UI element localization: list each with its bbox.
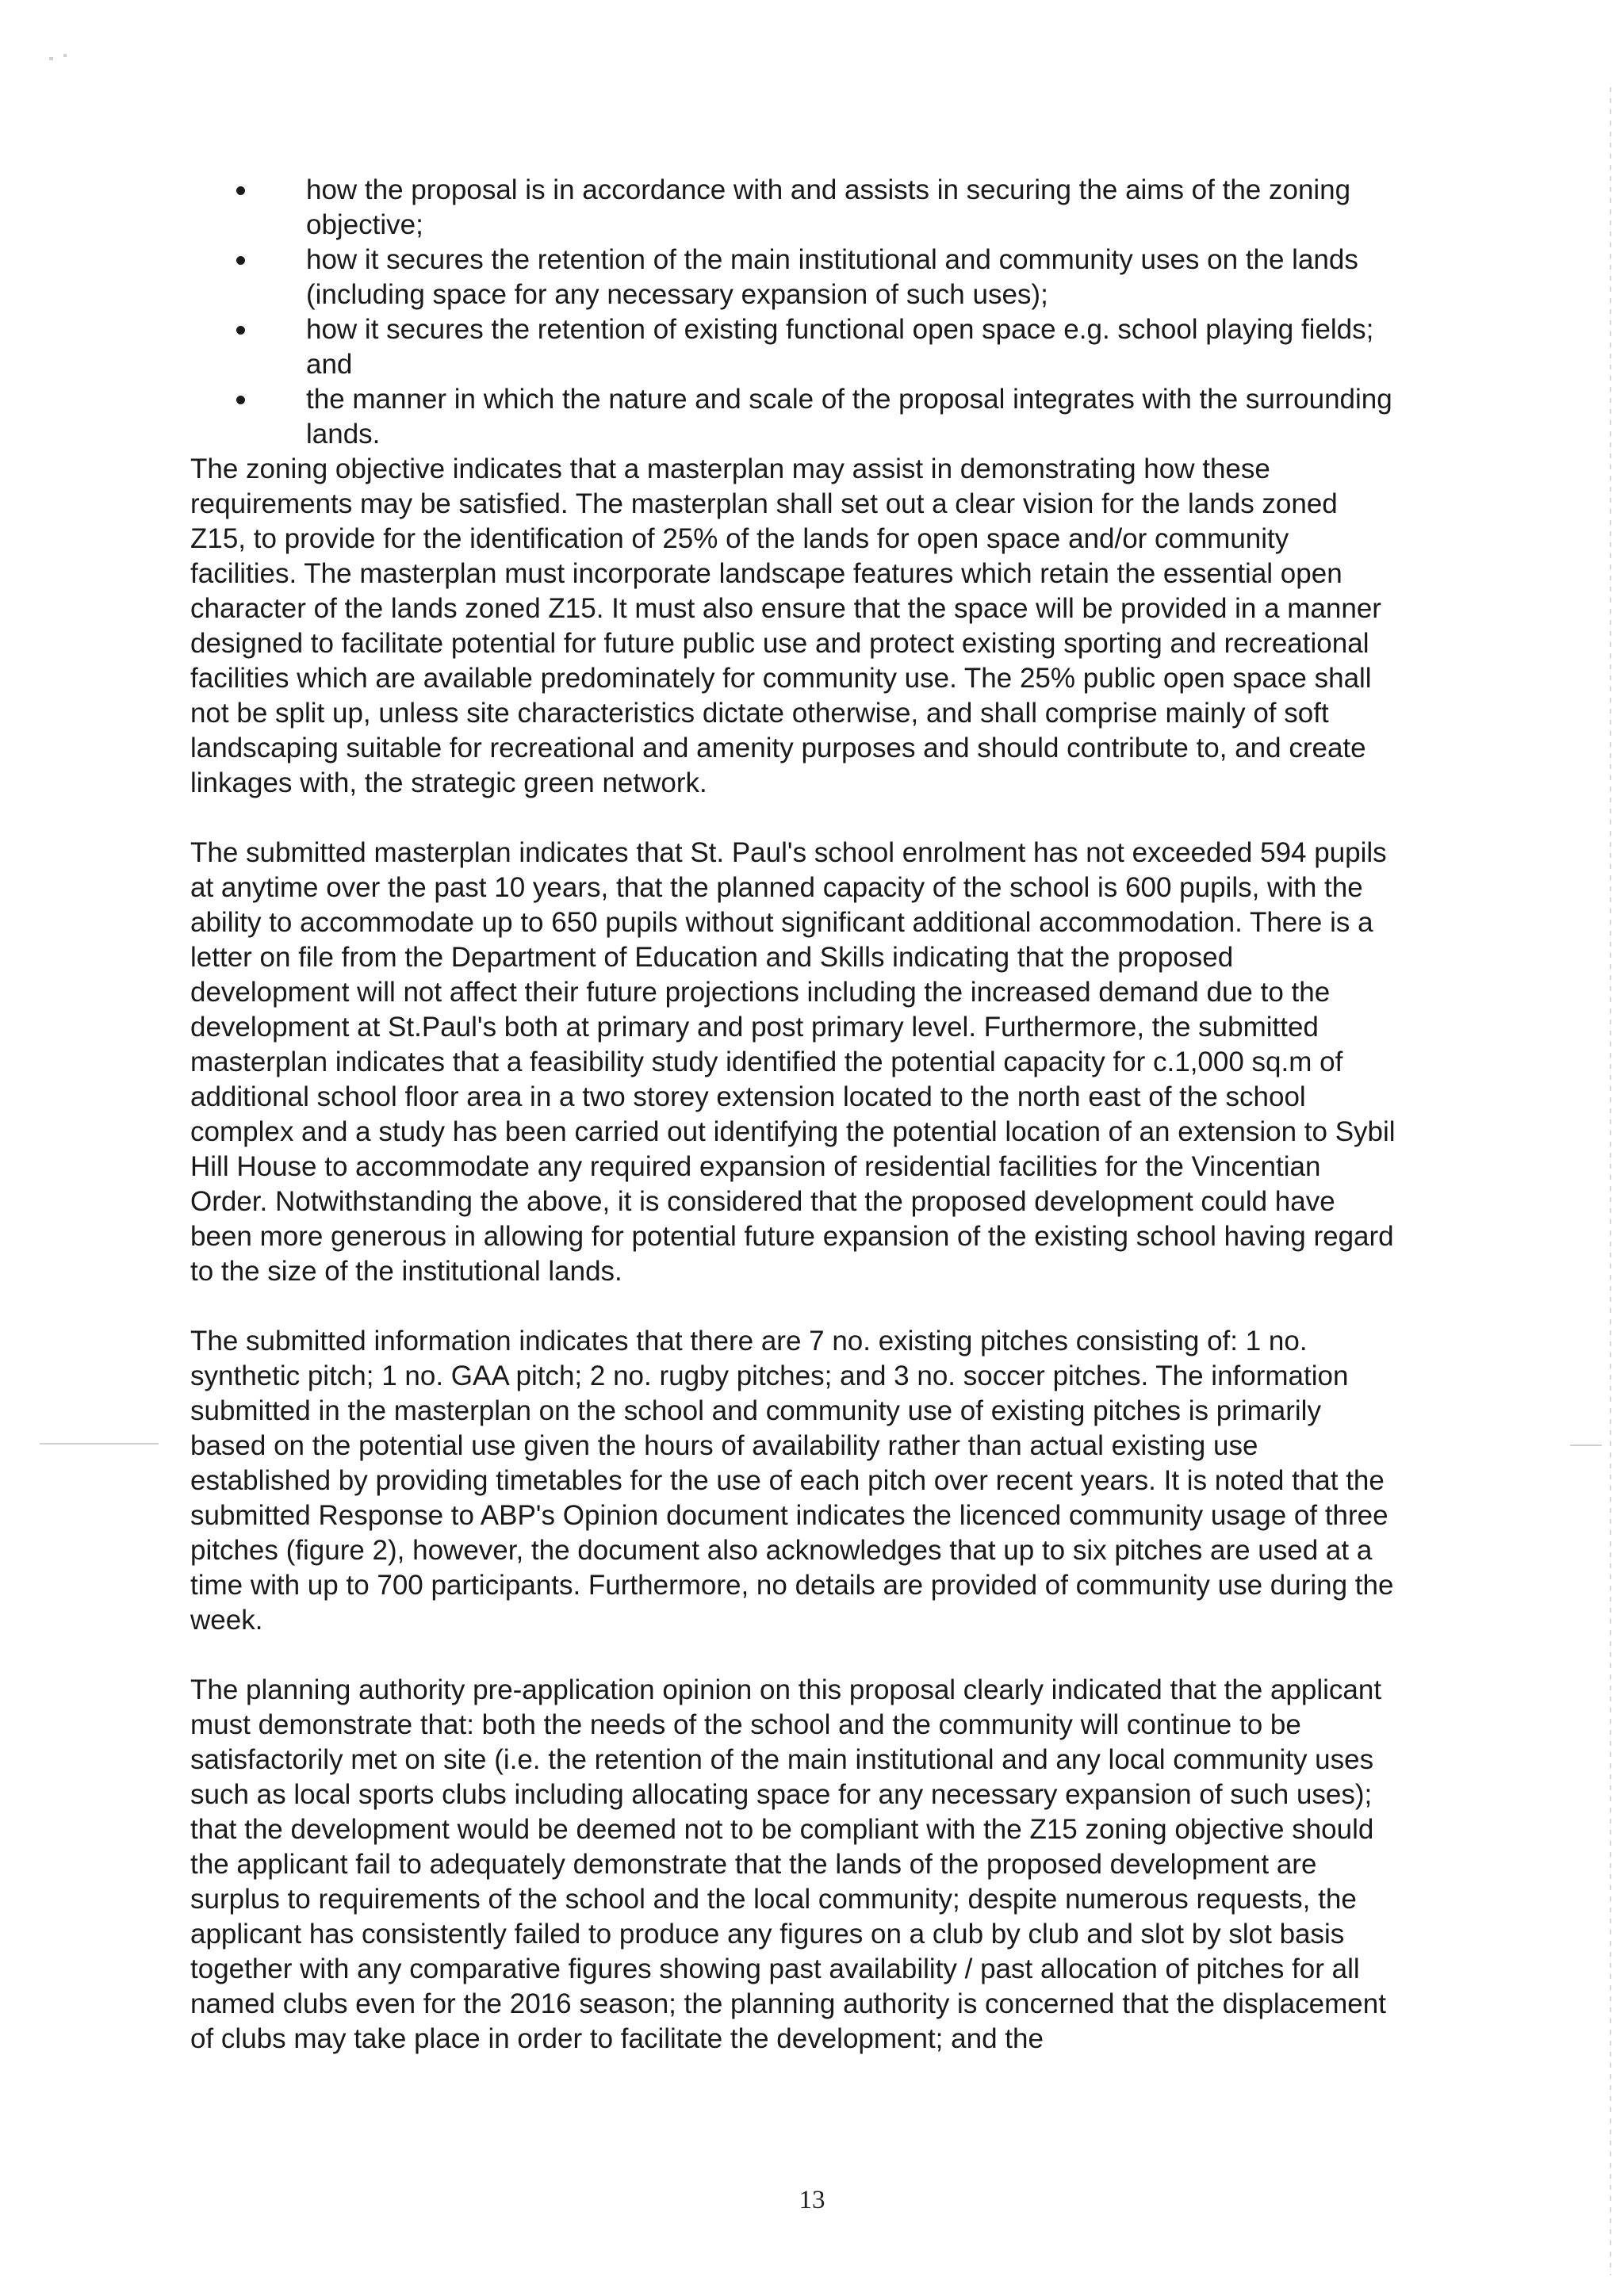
bullet-icon [236,326,245,335]
bullet-icon [236,396,245,404]
page-number: 13 [799,2186,825,2214]
requirements-list [190,173,1396,452]
bullet-icon [236,256,245,265]
list-item [190,243,1396,312]
scan-artifact-top-left [49,57,53,60]
paragraph-planning-authority: The planning authority pre-application opinion on this proposal clearly indicated that the applicant must demonstrate that: both the needs of the school and the community will continue to be satisfactorily met on site (i.e. the retention of the main institutional and any local community uses such as local sports clubs including allocating space for any necessary expansion of such uses); that the development would be deemed not to be compliant with the Z15 zoning objective should the applicant fail to adequately demonstrate that the lands of the proposed development are surplus to requirements of the school and the local community; despite numerous requests, the applicant has consistently failed to produce any figures on a club by club and slot by slot basis together with any comparative figures showing past availability / past allocation of pitches for all named clubs even for the 2016 season; the planning authority is concerned that the displacement of clubs may take place in order to facilitate the development; and the [190,1674,1386,2054]
scan-edge-line [1610,87,1611,2275]
document-body [190,173,1396,2057]
list-item [190,382,1396,452]
list-item [190,312,1396,382]
bullet-icon [236,186,245,195]
list-item-text: how it secures the retention of existing functional open space e.g. school playing fields; and [306,314,1374,380]
paragraph-zoning-objective: The zoning objective indicates that a masterplan may assist in demonstrating how these requirements may be satisfied. The masterplan shall set out a clear vision for the lands zoned Z15, to provide for the identification of 25% of the lands for open space and/or community facilities. The masterplan must incorporate landscape features which retain the essential open character of the lands zoned Z15. It must also ensure that the space will be provided in a manner designed to facilitate potential for future public use and protect existing sporting and recreational facilities which are available predominately for community use. The 25% public open space shall not be split up, unless site characteristics dictate otherwise, and shall comprise mainly of soft landscaping suitable for recreational and amenity purposes and should contribute to, and create linkages with, the strategic green network. [190,453,1381,798]
scan-artifact-right-margin [1570,1445,1602,1446]
list-item-text: how it secures the retention of the main institutional and community uses on the lands (including space for any necessary expansion of such uses); [306,244,1358,310]
paragraph-masterplan-school: The submitted masterplan indicates that St. Paul's school enrolment has not exceeded 594 pupils at anytime over the past 10 years, that the planned capacity of the school is 600 pupils, with the ability to accommodate up to 650 pupils without significant additional accommodation. There is a letter on file from the Department of Education and Skills indicating that the proposed development will not affect their future projections including the increased demand due to the development at St.Paul's both at primary and post primary level. Furthermore, the submitted masterplan indicates that a feasibility study identified the potential capacity for c.1,000 sq.m of additional school floor area in a two storey extension located to the north east of the school complex and a study has been carried out identifying the potential location of an extension to Sybil Hill House to accommodate any required expansion of residential facilities for the Vincentian Order. Notwithstanding the above, it is considered that the proposed development could have been more generous in allowing for potential future expansion of the existing school having regard to the size of the institutional lands. [190,837,1396,1287]
scan-artifact-left-margin [40,1443,159,1445]
scan-artifact-top-left-2 [63,54,67,57]
list-item [190,173,1396,243]
list-item-text: how the proposal is in accordance with and assists in securing the aims of the zoning objective; [306,174,1351,240]
paragraph-pitches: The submitted information indicates that there are 7 no. existing pitches consisting of: 1 no. synthetic pitch; 1 no. GAA pitch; 2 no. rugby pitches; and 3 no. soccer pitches. The information submitted in the masterplan on the school and community use of existing pitches is primarily based on the potential use given the hours of availability rather than actual existing use established by providing timetables for the use of each pitch over recent years. It is noted that the submitted Response to ABP's Opinion document indicates the licenced community usage of three pitches (figure 2), however, the document also acknowledges that up to six pitches are used at a time with up to 700 participants. Furthermore, no details are provided of community use during the week. [190,1326,1394,1636]
list-item-text: the manner in which the nature and scale of the proposal integrates with the surrounding lands. [306,384,1392,450]
